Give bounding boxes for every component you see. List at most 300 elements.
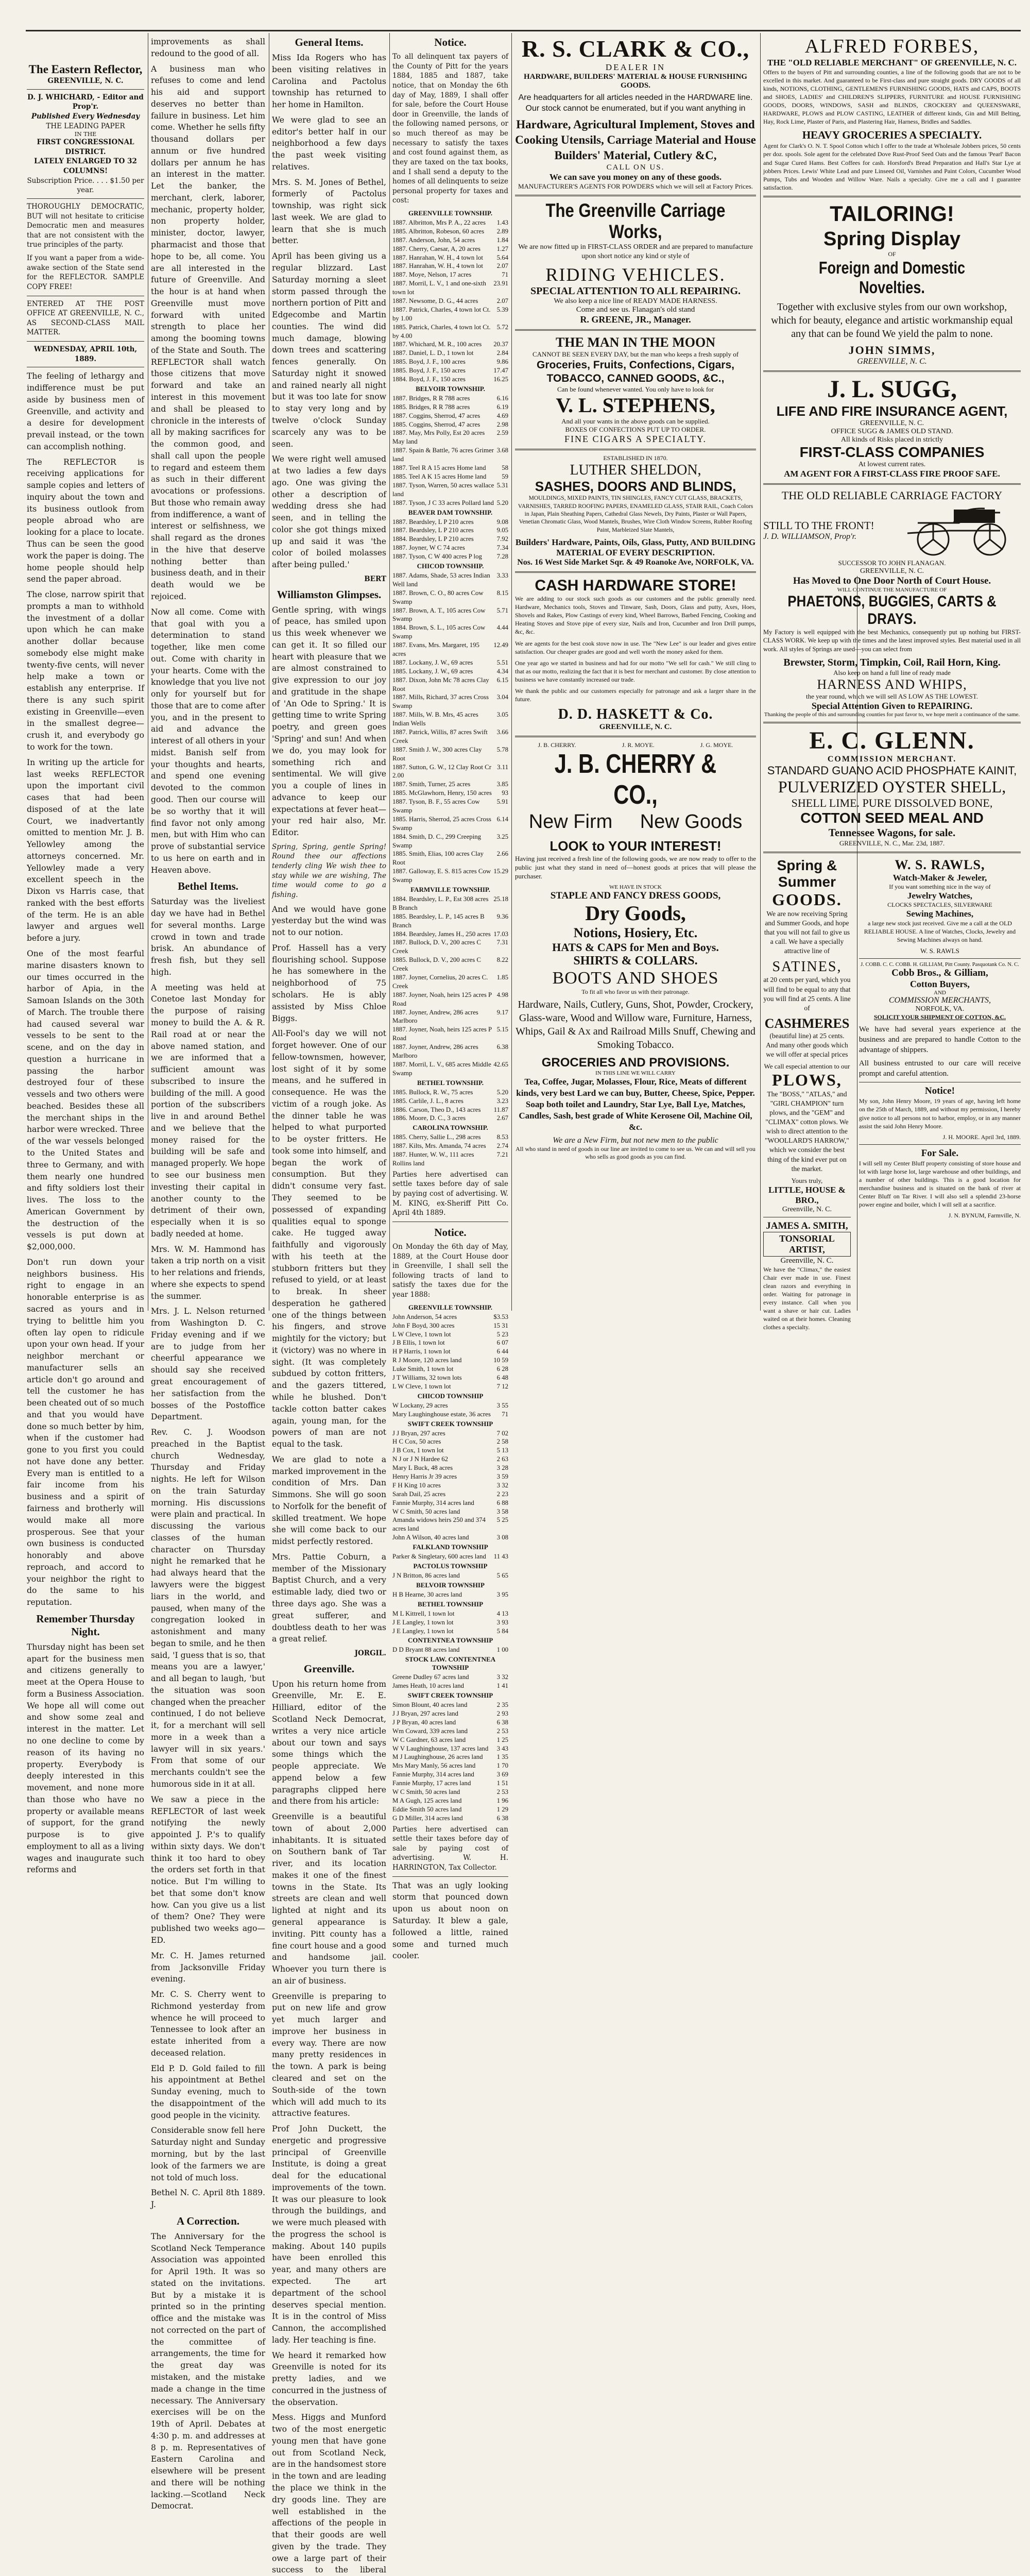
tax-row	[392, 1347, 508, 1356]
tax-row-amount: 9.05	[496, 527, 508, 534]
tax-row-amount: 7.21	[496, 1151, 508, 1159]
tax-row	[392, 1097, 508, 1106]
tax-row-amount: 1 25	[496, 1736, 508, 1743]
tax-row	[392, 1043, 508, 1060]
tax-row-amount: 1.85	[496, 974, 508, 981]
tax-row-amount: 1 00	[496, 1646, 508, 1654]
tax-row-entry: 1884. Brown, S. L., 105 acres Cow Swamp	[392, 624, 486, 640]
masthead-price: Subscription Price. . . . $1.50 per year.	[27, 176, 144, 195]
tax-row	[392, 1516, 508, 1533]
ss-little: LITTLE, HOUSE & BRO.,	[768, 1184, 846, 1205]
tax-row	[392, 1472, 508, 1481]
sugg-place: GREENVILLE, N. C.	[860, 419, 924, 427]
sheldon-address: Nos. 16 West Side Market Sqr. & 49 Roanoke Ave, NORFOLK, VA.	[517, 558, 754, 567]
little-house-ad	[763, 857, 851, 1335]
cherry-new-firm: New Firm	[528, 810, 613, 833]
tax-row-entry: H B Hearne, 30 acres land	[392, 1590, 462, 1598]
tax-row	[392, 728, 508, 745]
tax-row-entry: Simon Blount, 40 acres land	[392, 1701, 468, 1709]
tax-row-amount: 2.07	[496, 262, 508, 270]
cherry-text: Having just received a fresh line of the following goods, we are now ready to offer to the public just what they stand in need of—honest goods at prices that will please the purchaser.	[515, 854, 756, 880]
tax-row-entry: 1887. Joyner, Andrew, 286 acres Marlboro	[392, 1043, 478, 1060]
glenn-line: Tennessee Wagons, for sale.	[828, 826, 956, 839]
tax-row-entry: 1887. Joyner, Cornelius, 20 acres C. Creek	[392, 974, 488, 990]
tax-row-entry: M J Laughinghouse, 26 acres land	[392, 1753, 483, 1761]
tax-row	[392, 1008, 508, 1026]
tax-row-amount: 17.47	[493, 367, 508, 375]
column-rule	[511, 33, 512, 1311]
tax-row-amount: 3.33	[496, 571, 508, 579]
signature: JORGIL.	[354, 1649, 386, 1658]
tax-row	[392, 1338, 508, 1347]
tax-row	[392, 1805, 508, 1814]
tax-row-entry: 1885. Bullock, R. W., 75 acres	[392, 1088, 473, 1096]
williamson-thanks: Thanking the people of this and surrounding counties for past favor to, we hope merit a continuance of the same.	[764, 711, 1020, 718]
tax-row-amount: 2 23	[496, 1490, 508, 1498]
headline-notice: Notice.	[434, 36, 467, 48]
tax-row-entry: 1887. Galloway, E. S. 815 acres Cow Swamp	[392, 868, 491, 884]
tax-row-amount: 6.15	[496, 676, 508, 684]
tax-row	[392, 481, 508, 499]
paragraph: Prof John Duckett, the energetic and progressive principal of Greenville Institute, is doing a great deal for the educational improvements of the town. It was our pleasure to look through the buildings, and we were much pleased with the progress the school is making. About 140 pupils have been enrolled this year, and many others are expected. The art department of the school deserves special mention. It is in the control of Miss Cannon, the accomplished lady. Her teaching is fine.	[272, 2124, 386, 2345]
tax-row	[392, 1779, 508, 1788]
tax-row-amount: 6.38	[496, 1043, 508, 1051]
sugg-rates: At lowest current rates.	[858, 460, 926, 468]
clark-call: CALL ON US.	[606, 163, 665, 172]
ss-title: Spring & Summer	[777, 857, 837, 890]
tax-row	[392, 641, 508, 658]
tax-list	[392, 1088, 508, 1123]
tax-row-amount: 9.08	[496, 518, 508, 526]
tax-row-entry: J B Cox, 1 town lot	[392, 1447, 444, 1454]
tax-row-amount: 5.20	[496, 499, 508, 506]
tax-row-amount: 15.29	[493, 868, 508, 875]
tax-row	[392, 253, 508, 262]
tax-row	[392, 1106, 508, 1114]
clark-line: HARDWARE, BUILDERS' MATERIAL & HOUSE FURNISHING GOODS.	[524, 72, 747, 90]
williamson-name: J. D. WILLIAMSON, Prop'r.	[763, 532, 857, 541]
tax-row	[392, 323, 508, 341]
headline-greenville: Greenville.	[303, 1662, 355, 1675]
tax-row-entry: 1885. Albritton, Robeson, 60 acres	[392, 227, 485, 235]
tax-row	[392, 1321, 508, 1330]
township-heading: FALKLAND TOWNSHIP	[413, 1543, 488, 1551]
tax-row-entry: Sarah Dail, 25 acres	[392, 1490, 446, 1498]
tax-list	[392, 1701, 508, 1822]
tax-row	[392, 306, 508, 323]
tax-row-entry: 1887. Brown, C. O., 80 acres Cow Swamp	[392, 589, 484, 605]
tax-row	[392, 1507, 508, 1516]
williamson-title: THE OLD RELIABLE CARRIAGE FACTORY	[781, 488, 1003, 502]
tax-row	[392, 1088, 508, 1097]
tax-row-entry: 1887. Joyner, W C 74 acres	[392, 544, 465, 552]
paragraph: Mr. C. H. James returned from Jacksonville Friday evening.	[151, 1951, 265, 1984]
paragraph: Gentle spring, with wings of peace, has smiled upon us this week whenever we can get it. It so filled our heart with pleasure that we are almost constrained to give expression to our joy and gratitude in the shape of 'An Ode to Spring.' It is getting time to write Spring poetry, and green goes 'Spring' and sun! And when we do, you may look for something rich and sentimental. We will give you a couple of lines in advance to keep our expectations at fever heat—your red hair also, Mr. Editor.	[272, 605, 386, 838]
paragraph: We saw a piece in the REFLECTOR of last week notifying the newly appointed J. P.'s to qualify within sixty days. We don't think it too hard to obey the orders set forth in that notice. But I'm willing to bet that some don't know how. Can you give us a list of them? One? They were published two weeks ago—ED.	[151, 1794, 265, 1945]
paragraph: We were glad to see an editor's better half in our neighborhood a few days the past week visiting relatives.	[272, 115, 386, 172]
township-heading: CHICOD TOWNSHIP.	[417, 562, 484, 570]
tax-row-entry: W C Smith, 50 acres land	[392, 1788, 460, 1796]
tax-row-amount: 1 35	[496, 1753, 508, 1761]
tax-row-entry: 1885. McGlawhorn, Henry, 150 acres	[392, 789, 492, 797]
tax-row	[392, 1429, 508, 1438]
tax-row	[392, 236, 508, 245]
haskett-name: D. D. HASKETT & Co.	[558, 706, 713, 723]
sheldon-builders-hardware: Builders' Hardware, Paints, Oils, Glass, Putty, AND BUILDING MATERIAL OF EVERY DESCRIPTION.	[515, 537, 756, 558]
williamson-still: STILL TO THE FRONT!	[763, 519, 874, 532]
tax-row-entry: 1887. Tyson, Warren, 50 acres wallace land	[392, 481, 494, 498]
tax-row	[392, 297, 508, 306]
tax-row-amount: 23.91	[493, 280, 508, 287]
tax-row-amount: 3.85	[496, 781, 508, 788]
forbes-text: Offers to the buyers of Pitt and surrounding counties, a line of the following goods that are not to be excelled in this market. And guaranteed to be First-class and pure straight goods. DRY GOODS of all kinds, NOTIONS, CLOTHING, GENTLEMEN'S FURNISHING GOODS, HATS and CAPS, BOOTS and SHOES, LADIES' and CHILDREN'S SLIPPERS, FURNITURE and HOUSE FURNISHING GOODS, DOORS, WINDOWS, SASH and BLINDS, CROCKERY and QUEENSWARE, HARDWARE, PLOWS and PLOW CASTING, LEATHER of different kinds, Gin and Mill Belting, Hay, Rock Lime, Plaster of Paris, and Plastering Hair, Harness, Bridles and Saddles.	[763, 68, 1021, 126]
tax-row-entry: 1887. Spain & Battle, 76 acres Grimer land	[392, 447, 494, 463]
tax-row	[392, 1499, 508, 1507]
tailoring-name: JOHN SIMMS,	[848, 343, 936, 357]
tax-row-amount: 9.17	[496, 1008, 508, 1016]
tax-row-entry: L W Cleve, 1 town lot	[392, 1382, 451, 1390]
tax-row-entry: 1887. Evans, Mrs. Margaret, 195 acres	[392, 641, 479, 657]
tax-row	[392, 833, 508, 850]
tax-row-entry: Amanda widows heirs 250 and 374 acres land	[392, 1516, 486, 1533]
notice-outro: Parties here advertised can settle their taxes before day of sale by paying cost of advertising. W. H. HARRINGTON, Tax Collector.	[392, 1825, 508, 1872]
tax-row	[392, 1571, 508, 1580]
tax-row-amount: 4.98	[496, 991, 508, 998]
tax-row	[392, 358, 508, 366]
moon-title: THE MAN IN THE MOON	[555, 334, 716, 350]
tax-row-entry: 1885. Carlile, J. L., 8 acres	[392, 1097, 464, 1105]
tax-list	[392, 1401, 508, 1419]
tax-row-amount: 2.89	[496, 227, 508, 235]
tax-row	[392, 412, 508, 420]
tax-row-entry: M A Gugh, 125 acres land	[392, 1797, 462, 1804]
tax-row	[392, 1727, 508, 1736]
tax-row-amount: 6 48	[496, 1374, 508, 1381]
buggy-illustration	[897, 502, 1021, 559]
sugg-risks: All kinds of Risks placed in strictly	[840, 435, 943, 444]
tax-row-amount: 2 58	[496, 1438, 508, 1446]
tax-row-amount: 3 08	[496, 1534, 508, 1541]
tax-row-entry: 1887. Tyson, B. F., 55 acres Cow Swamp	[392, 798, 480, 814]
rawls-name: W. S. RAWLS,	[895, 857, 985, 872]
tax-row-amount: 5 65	[496, 1571, 508, 1579]
tax-row-entry: 1887. Smith J. W., 300 acres Clay Root	[392, 745, 482, 762]
cobb-text: We have had several years experience at the business and are prepared to handle Cotton to the advantage of shippers.	[859, 1025, 1021, 1055]
tax-row-entry: 1885. Cherry, Sallie L., 298 acres	[392, 1133, 481, 1141]
cherry-hardware: Hardware, Nails, Cutlery, Guns, Shot, Powder, Crockery, Glass-ware, Wood and Willow ware, Furniture, Harness, Whips, Gail & Ax and Railroad Mills Snuff, Chewing and Smoking Tobacco.	[516, 998, 756, 1050]
clark-text: Are headquarters for all articles needed in the HARDWARE line. Our stock cannot be enumerated, but if you want anything in	[518, 93, 753, 113]
tax-row-entry: 1885. Boyd, J. F., 150 acres	[392, 367, 466, 375]
notice-intro: On Monday the 6th day of May, 1889, at the Court House door in Greenville, I shall sell the following tracts of land to satisfy the taxes due for the year 1888:	[392, 1242, 508, 1299]
masthead-wideawake: If you want a paper from a wide-awake section of the State send for the REFLECTOR. SAMPLE COPY FREE!	[27, 254, 144, 291]
tax-row-entry: 1887. Daniel, L. D., 1 town lot	[392, 349, 474, 357]
tax-list	[392, 571, 508, 885]
williamson-text: My Factory is well equipped with the best Mechanics, consequently put up nothing but FIRST-CLASS WORK. We keep up with the times and the latest improved styles. Best material used in all work. All styles of Springs are used—you can select from	[763, 628, 1021, 653]
column-3	[272, 36, 386, 2575]
tax-row-entry: 1887. Brown, A. T., 105 acres Cow Swamp	[392, 606, 486, 623]
column-rule	[389, 33, 390, 1311]
tax-row-amount: 4.34	[496, 667, 508, 675]
cherry-firm: We are a New Firm, but not new men to the public	[553, 1136, 718, 1145]
rawls-jewelry: Jewelry Watches,	[907, 890, 973, 901]
ss-beautiful: (beautiful line) at 25 cents. And many other goods which we will offer at special prices	[766, 1031, 848, 1058]
tax-row-entry: 1887. Hunter, W. W., 111 acres Rollins land	[392, 1151, 474, 1167]
tax-row-entry: Greene Dudley 67 acres land	[392, 1673, 469, 1681]
rawls-text: If you want something nice in the way of	[889, 883, 991, 890]
tax-row-amount: 2 53	[496, 1727, 508, 1735]
tax-row-amount: 3.05	[496, 711, 508, 719]
tax-row-entry: J T Williams, 32 town lots	[392, 1374, 462, 1381]
tax-row-entry: 1885. Boyd, J. F., 100 acres	[392, 358, 466, 366]
paragraph: Mrs. J. L. Nelson returned from Washington D. C. Friday evening and if we are to judge from her cheerful appearance we should say she received great encouragement of her satisfaction from the bosses of the Postoffice Department.	[151, 1307, 265, 1422]
tax-row-entry: 1887. Bullock, D. V., 200 acres C Creek	[392, 939, 481, 955]
tax-row	[392, 340, 508, 349]
tax-row-amount: 71	[502, 271, 508, 279]
tax-row-amount: 8.53	[496, 1133, 508, 1141]
township-heading: BETHEL TOWNSHIP.	[417, 1078, 484, 1087]
column-4	[392, 36, 508, 1961]
paragraph: Mess. Higgs and Munford two of the most energetic young men that have gone out from Scotland Neck, are in the handsomest store in the town and are leading the place we think in the dry goods line. They are well established in the affections of the people in that their goods are well given by the trade. They owe a large part of their success to the liberal	[272, 2413, 386, 2575]
tax-row-entry: Wm Coward, 339 acres land	[392, 1727, 468, 1735]
masthead-leading: THE LEADING PAPER	[46, 122, 125, 130]
paragraph: Considerable snow fell here Saturday night and Sunday morning, but by the last look of the farmers we are not told of much loss.	[151, 2126, 265, 2182]
tax-row	[392, 1382, 508, 1391]
tax-row-amount: 6.16	[496, 394, 508, 402]
tax-row-entry: 1885. Lockany, J. W., 69 acres	[392, 667, 473, 675]
tax-row	[392, 780, 508, 789]
cobb-title: Cobb Bros., & Gilliam,	[891, 967, 988, 978]
glenn-commission: COMMISSION MERCHANT.	[827, 754, 957, 764]
paragraph: The REFLECTOR is receiving applications for sample copies and letters of inquiry about the town and its business outlook from people abroad who are looking for a place to locate. Thus can be seen the good work the paper is doing. The home people should help send the paper abroad.	[27, 457, 144, 584]
cherry-name: J. B. CHERRY & CO.,	[554, 749, 717, 810]
tax-list	[392, 1673, 508, 1690]
tax-row-entry: W V Laughinghouse, 137 acres land	[392, 1744, 489, 1752]
clark-dealer: DEALER IN	[605, 62, 666, 72]
works-special: SPECIAL ATTENTION TO ALL REPAIRING.	[530, 285, 741, 297]
tax-row-entry: D D Bryant 88 acres land	[392, 1646, 460, 1654]
tax-row	[392, 1718, 508, 1727]
tax-row-amount: 17.03	[493, 930, 508, 938]
tax-row-entry: 1884. Smith, D. C., 299 Creeping Swamp	[392, 833, 482, 849]
tax-row-amount: 3.25	[496, 833, 508, 840]
headline-a-correction: A Correction.	[176, 2214, 240, 2227]
tax-row	[392, 394, 508, 403]
tax-row-entry: 1886. Moore, D. C., 3 acres	[392, 1114, 466, 1122]
tax-row	[392, 895, 508, 912]
tax-row-amount: 4.69	[496, 412, 508, 419]
tax-row-amount: 5 13	[496, 1447, 508, 1454]
tax-row	[392, 991, 508, 1008]
ss-call: We call especial attention to our	[764, 1062, 850, 1070]
cherry-new-goods: New Goods	[640, 810, 743, 833]
paragraph: Thursday night has been set apart for the business men and citizens generally to meet at the Opera House to form a Business Association. We hope all will come out and show some zeal and interest in the matter. Let no one decline to come by reason of its having no property. Everybody is deeply interested in this movement, and none more than those who have no property or available means of support, for the grand purpose is to give employment to all as a living wages and inaugurate such reforms and	[27, 1642, 144, 1875]
tax-row	[392, 1374, 508, 1382]
tax-row-amount: 5.91	[496, 798, 508, 806]
cobb-names: J. COBB. C. C. COBB. H. GILLIAM, Pitt County. Pasquotank Co. N. C.	[861, 961, 1019, 968]
tax-row-amount: 1 51	[496, 1780, 508, 1787]
tax-row	[392, 667, 508, 676]
smith-text: We have the "Climax," the easiest Chair ever made in use. Finest clean razors and everything in order. Waiting for patronage in every instance. Call when you want a shave or hair cut. Ladies waited on at their homes. Cleaning clothes a specialty.	[763, 1265, 851, 1331]
tax-row-entry: W Lockany, 29 acres	[392, 1401, 448, 1409]
forbes-heavy: HEAVY GROCERIES A SPECIALTY.	[802, 129, 982, 142]
tax-row-entry: 1885. Smith, Elias, 100 acres Clay Root	[392, 850, 484, 867]
tax-row-amount: 6 44	[496, 1348, 508, 1355]
tax-row	[392, 429, 508, 446]
tax-row-amount: 5.78	[496, 745, 508, 753]
column-2	[151, 36, 265, 2511]
tax-row-entry: 1887. Kilts, Mrs. Amanda, 74 acres	[392, 1142, 486, 1150]
tax-row-entry: 1887. Beardsley, L P 210 acres	[392, 527, 474, 534]
tax-row-amount: 7 12	[496, 1382, 508, 1390]
paragraph: And we would have gone yesterday but the wind was not to our notion.	[272, 904, 386, 938]
tax-row	[392, 218, 508, 227]
tailoring-place: GREENVILLE, N. C.	[857, 357, 927, 366]
paragraph: We heard it remarked how Greenville is noted for its pretty ladies, and we concurred in the justness of the observation.	[272, 2350, 386, 2407]
tax-list	[392, 1429, 508, 1543]
williamson-successor: SUCCESSOR TO JOHN FLANAGAN.	[838, 558, 946, 567]
tax-row	[392, 1365, 508, 1374]
township-heading: CONTENTNEA TOWNSHIP	[407, 1636, 493, 1645]
tailoring-spring: Spring Display	[823, 228, 961, 250]
column-6-ads	[763, 36, 1021, 1331]
moore-notice-text: My son, John Henry Moore, 19 years of age, having left home on the 25th of March, 1889, and without my permission, I hereby give notice to all persons not to harbor, employ, or in any manner assist the said John Henry Moore.	[859, 1097, 1021, 1130]
smith-name: JAMES A. SMITH,	[766, 1220, 848, 1231]
works-title: The Greenville Carriage Works,	[545, 200, 726, 242]
tailoring-title: TAILORING!	[830, 201, 954, 226]
tax-list	[392, 218, 508, 384]
tax-row-amount: 2 93	[496, 1710, 508, 1717]
tax-row	[392, 1455, 508, 1464]
cobb-commission: COMMISSION MERCHANTS,	[888, 995, 991, 1005]
tax-row-amount: 2.59	[496, 429, 508, 437]
tax-row	[392, 956, 508, 973]
township-heading: SWIFT CREEK TOWNSHIP	[407, 1691, 493, 1700]
tax-row	[392, 1330, 508, 1339]
township-heading: BELVOIR TOWNSHIP.	[416, 384, 485, 393]
tax-row-amount: 9.86	[496, 358, 508, 366]
tax-row-amount: 3 95	[496, 1590, 508, 1598]
paragraph: Mrs. S. M. Jones of Bethel, formerly of Pactolus township, was right sick last week. We are glad to learn that she is much better.	[272, 177, 386, 246]
tax-row-amount: 4.44	[496, 624, 508, 632]
tax-row-entry: 1887. Coggins, Sherrod, 47 acres	[392, 412, 480, 419]
ss-plow-text: The "BOSS," "ATLAS," and "GIRL CHAMPION" turn plows, and the "GEM" and "CLIMAX" cotton plows. We wish to direct attention to the "WOOLLARD'S HARROW," which we consider the best thing of the kind ever put on the market.	[765, 1090, 849, 1173]
tax-list	[392, 394, 508, 507]
township-heading: GREENVILLE TOWNSHIP.	[408, 209, 493, 217]
tax-row-entry: R J Moore, 120 acres land	[392, 1357, 462, 1364]
works-text: We are now fitted up in FIRST-CLASS ORDER and are prepared to manufacture upon short notice any kind or style of	[518, 243, 753, 261]
ss-place: Greenville, N. C.	[782, 1205, 832, 1213]
tax-row-entry: 1887. Sutton, G. W., 12 Clay Root Cr 2.00	[392, 763, 491, 779]
tax-row-amount: 8.22	[496, 956, 508, 964]
rawls-title: Watch-Maker & Jeweler,	[892, 872, 987, 883]
tax-row-entry: 1884. Beardsley, L P 210 acres	[392, 535, 474, 543]
ss-plows: PLOWS,	[772, 1070, 842, 1089]
sheldon-established: ESTABLISHED IN 1870.	[603, 454, 668, 462]
williamson-moved: Has Moved to One Door North of Court House.	[793, 575, 991, 586]
tax-row-amount: 3 55	[496, 1401, 508, 1409]
cherry-shirts: SHIRTS & COLLARS.	[573, 954, 698, 968]
tax-row-amount: 6 38	[496, 1718, 508, 1726]
tax-row-entry: 1887. Adams, Shade, 53 acres Indian Well land	[392, 571, 490, 588]
smith-title: TONSORIAL ARTIST,	[763, 1232, 851, 1257]
tax-row-entry: 1887. Cherry, Caesar, A, 20 acres	[392, 245, 481, 252]
tax-row	[392, 789, 508, 798]
tax-row-entry: H P Harris, 1 town lot	[392, 1348, 451, 1355]
tax-row-amount: 2.67	[496, 1114, 508, 1122]
tax-row	[392, 446, 508, 464]
tailoring-of: OF	[888, 250, 896, 258]
tax-row-amount: 7.34	[496, 544, 508, 552]
masthead-entered: ENTERED AT THE POST OFFICE AT GREENVILLE, N. C., AS SECOND-CLASS MAIL MATTER.	[27, 299, 144, 337]
tax-row-entry: 1887. Joyner, Noah, heirs 125 acres P Road	[392, 1026, 492, 1042]
tax-row-entry: 1885. Bullock, D. V., 200 acres C Creek	[392, 956, 481, 973]
tax-row	[392, 938, 508, 956]
tax-row-amount: 3.11	[497, 763, 508, 771]
masthead-democratic: THOROUGHLY DEMOCRATIC, BUT will not hesitate to criticise Democratic men and measures that are not consistent with the true principles of the party.	[27, 202, 144, 249]
moon-found: Can be found whenever wanted. You only have to look for	[557, 385, 714, 394]
tax-row	[392, 1709, 508, 1718]
tax-row-entry: J J Bryan, 297 acres land	[392, 1710, 458, 1717]
works-manager: R. GREENE, JR., Manager.	[580, 314, 691, 325]
tax-row-amount: 5.64	[496, 253, 508, 261]
tax-row-amount: 93	[502, 789, 508, 797]
tax-row	[392, 1533, 508, 1542]
tax-row-amount: 10 59	[493, 1357, 508, 1364]
tax-row-amount: 2 35	[496, 1701, 508, 1709]
tax-row-amount: 2.66	[496, 850, 508, 858]
paragraph: That was an ugly looking storm that pounced down upon us about noon on Saturday. It blew a gale, followed a little, rained some and turned much cooler.	[392, 1880, 508, 1961]
tax-row-entry: J J Bryan, 297 acres	[392, 1429, 445, 1437]
tax-row-amount: 12.49	[493, 641, 508, 649]
cobb-text: All business entrusted to our care will receive prompt and careful attention.	[859, 1059, 1021, 1078]
tax-row	[392, 262, 508, 270]
paragraph: Bethel N. C. April 8th 1889. J.	[151, 2188, 265, 2210]
tax-row-entry: W C Smith, 50 acres land	[392, 1507, 460, 1515]
tax-row-amount: 3 93	[496, 1618, 508, 1626]
tax-row-entry: J E Langley, 1 town lot	[392, 1618, 454, 1626]
cash-title: CASH HARDWARE STORE!	[535, 577, 736, 595]
tax-row	[392, 606, 508, 624]
tax-row-entry: 1886. Carson, Theo D., 143 acres	[392, 1106, 481, 1113]
tax-row-entry: John F Boyd, 300 acres	[392, 1321, 455, 1329]
paragraph: Upon his return home from Greenville, Mr. E. E. Hilliard, editor of the Scotland Neck Democrat, writes a very nice article about our town and says some things which the people appreciate. We append below a few paragraphs clipped here and there from his article:	[272, 1679, 386, 1806]
tax-row-entry: 1885. Bridges, R R 788 acres	[392, 403, 470, 411]
moore-notice-signature: J. H. MOORE. April 3rd, 1889.	[942, 1133, 1021, 1141]
paragraph: Greenville is preparing to put on new life and grow yet much larger and improve her business in every way. There are now many pretty residences in the town. A park is being cleared and set on the South-side of the town which will add much to its attractive features.	[272, 1991, 386, 2119]
tax-row-amount: 42.65	[493, 1060, 508, 1068]
right-lower-ads	[856, 857, 1021, 1335]
tax-row-amount: 3 32	[496, 1481, 508, 1489]
partner-name: J. R. MOYE.	[622, 741, 655, 749]
tax-row-entry: 1884. Beardsley, L. P., Est 308 acres B Branch	[392, 895, 489, 911]
sugg-title: LIFE AND FIRE INSURANCE AGENT,	[776, 403, 1008, 419]
paragraph: Mr. C. S. Cherry went to Richmond yesterday from whence he will proceed to Tennessee to look after an estate inherited from a deceased relation.	[151, 1990, 265, 2058]
cherry-list: Tea, Coffee, Jugar, Molasses, Flour, Rice, Meats of different kinds, very best Lard we can buy, Butter, Cheese, Spice, Pepper. Soap both toilet and Laundry, Star Lye, Ball Lye, Matches, Candles, Sash, best grade of White Kerosene Oil, Machine Oil, &c.	[516, 1076, 755, 1132]
tax-row-entry: 1885. Coggins, Sherrod, 47 acres	[392, 420, 480, 428]
tax-row-entry: 1887. Newsome, D. G., 44 acres	[392, 297, 478, 305]
masthead-in-the: IN THE	[74, 131, 97, 138]
tax-row	[392, 693, 508, 710]
tax-row	[392, 1753, 508, 1761]
paragraph: One of the most fearful marine disasters known to our times occurred in the harbor of Apia, in the Samoan Islands on the 30th of March. The trouble there had caused several war vessels to be sent to the scene, and on the day in question a hurricane in passing the harbor destroyed four of these vessels and two others were beached. Besides these all the merchant ships in the harbor were wrecked. Three of the war vessels belonged to the United States and three to Germany, and with them nearly one hundred and fifty soldiers lost their lives. The loss to the American Government by the destruction of the vessels is put down at $2,000,000.	[27, 949, 144, 1252]
tax-row	[392, 1464, 508, 1472]
moon-supply: And all your wants in the above goods can be supplied.	[561, 417, 710, 426]
paragraph: Prof. Hassell has a very flourishing school. Suppose he has somewhere in the neighborhood of 75 scholars. He is ably assisted by Miss Chloe Biggs.	[272, 943, 386, 1023]
cherry-hats: HATS & CAPS for Men and Boys.	[552, 940, 719, 954]
williamson-header	[763, 502, 1021, 559]
tax-row-entry: 1887. Whichard, M. R., 100 acres	[392, 341, 482, 348]
tax-row	[392, 658, 508, 667]
